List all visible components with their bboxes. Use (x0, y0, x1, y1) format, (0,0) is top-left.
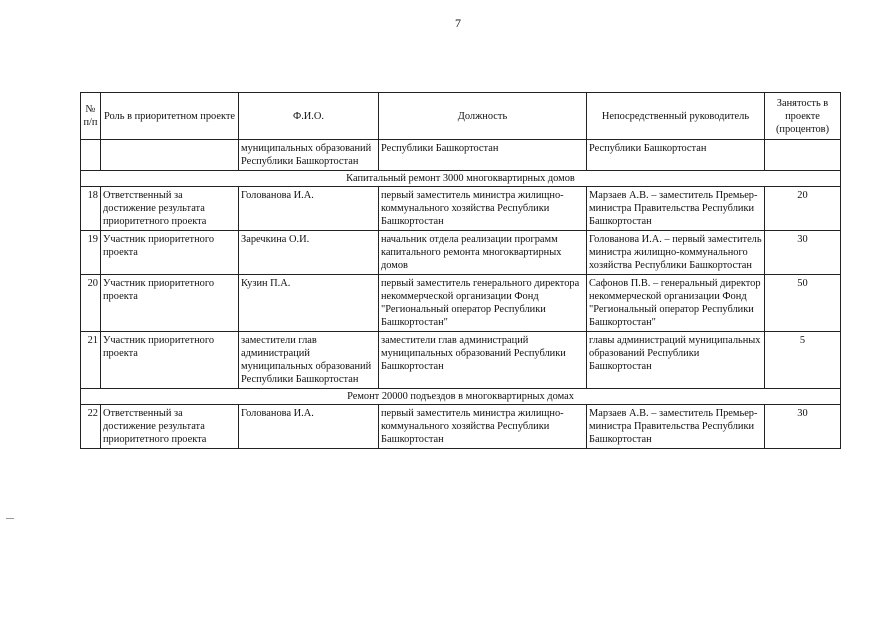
section-row (81, 171, 841, 187)
cell-num (81, 140, 101, 171)
cell-supervisor: Сафонов П.В. – генеральный директор некоммерческой организации Фонд "Региональный оператор Республики Башкортостан" (587, 275, 765, 332)
cell-load (765, 140, 841, 171)
cell-role: Участник приоритетного проекта (101, 332, 239, 389)
header-name: Ф.И.О. (239, 93, 379, 140)
table-row (81, 405, 841, 449)
section-title: Ремонт 20000 подъездов в многоквартирных домах (81, 389, 841, 405)
table-row (81, 332, 841, 389)
cell-num: 18 (81, 187, 101, 231)
cell-supervisor: Марзаев А.В. – заместитель Премьер-министра Правительства Республики Башкортостан (587, 187, 765, 231)
cell-supervisor: главы администраций муниципальных образований Республики Башкортостан (587, 332, 765, 389)
cell-name: Кузин П.А. (239, 275, 379, 332)
cell-position: заместители глав администраций муниципальных образований Республики Башкортостан (379, 332, 587, 389)
cell-load: 30 (765, 405, 841, 449)
cell-name: муниципальных образований Республики Башкортостан (239, 140, 379, 171)
cell-num: 21 (81, 332, 101, 389)
section-title: Капитальный ремонт 3000 многоквартирных домов (81, 171, 841, 187)
cell-role (101, 140, 239, 171)
cell-num: 20 (81, 275, 101, 332)
cell-position: Республики Башкортостан (379, 140, 587, 171)
cell-name: заместители глав администраций муниципальных образований Республики Башкортостан (239, 332, 379, 389)
cell-role: Участник приоритетного проекта (101, 231, 239, 275)
cell-supervisor: Голованова И.А. – первый заместитель министра жилищно-коммунального хозяйства Республики Башкортостан (587, 231, 765, 275)
header-load: Занятость в проекте (процентов) (765, 93, 841, 140)
table-row (81, 275, 841, 332)
header-position: Должность (379, 93, 587, 140)
page-number: 7 (455, 16, 461, 30)
table-header-row (81, 93, 841, 140)
cell-role: Ответственный за достижение результата приоритетного проекта (101, 187, 239, 231)
cell-position: начальник отдела реализации программ капитального ремонта многоквартирных домов (379, 231, 587, 275)
cell-load: 5 (765, 332, 841, 389)
cell-load: 20 (765, 187, 841, 231)
header-supervisor: Непосредственный руководитель (587, 93, 765, 140)
project-participants-table (80, 92, 841, 449)
cell-role: Ответственный за достижение результата приоритетного проекта (101, 405, 239, 449)
table-row (81, 231, 841, 275)
margin-mark (6, 518, 14, 519)
table-row (81, 140, 841, 171)
table-row (81, 187, 841, 231)
cell-position: первый заместитель министра жилищно-коммунального хозяйства Республики Башкортостан (379, 405, 587, 449)
cell-name: Заречкина О.И. (239, 231, 379, 275)
cell-load: 30 (765, 231, 841, 275)
header-num: № п/п (81, 93, 101, 140)
cell-supervisor: Республики Башкортостан (587, 140, 765, 171)
cell-position: первый заместитель министра жилищно-коммунального хозяйства Республики Башкортостан (379, 187, 587, 231)
cell-load: 50 (765, 275, 841, 332)
section-row (81, 389, 841, 405)
cell-position: первый заместитель генерального директора некоммерческой организации Фонд "Региональный оператор Республики Башкортостан" (379, 275, 587, 332)
cell-name: Голованова И.А. (239, 405, 379, 449)
cell-supervisor: Марзаев А.В. – заместитель Премьер-министра Правительства Республики Башкортостан (587, 405, 765, 449)
cell-num: 22 (81, 405, 101, 449)
cell-name: Голованова И.А. (239, 187, 379, 231)
cell-role: Участник приоритетного проекта (101, 275, 239, 332)
header-role: Роль в приоритетном проекте (101, 93, 239, 140)
cell-num: 19 (81, 231, 101, 275)
